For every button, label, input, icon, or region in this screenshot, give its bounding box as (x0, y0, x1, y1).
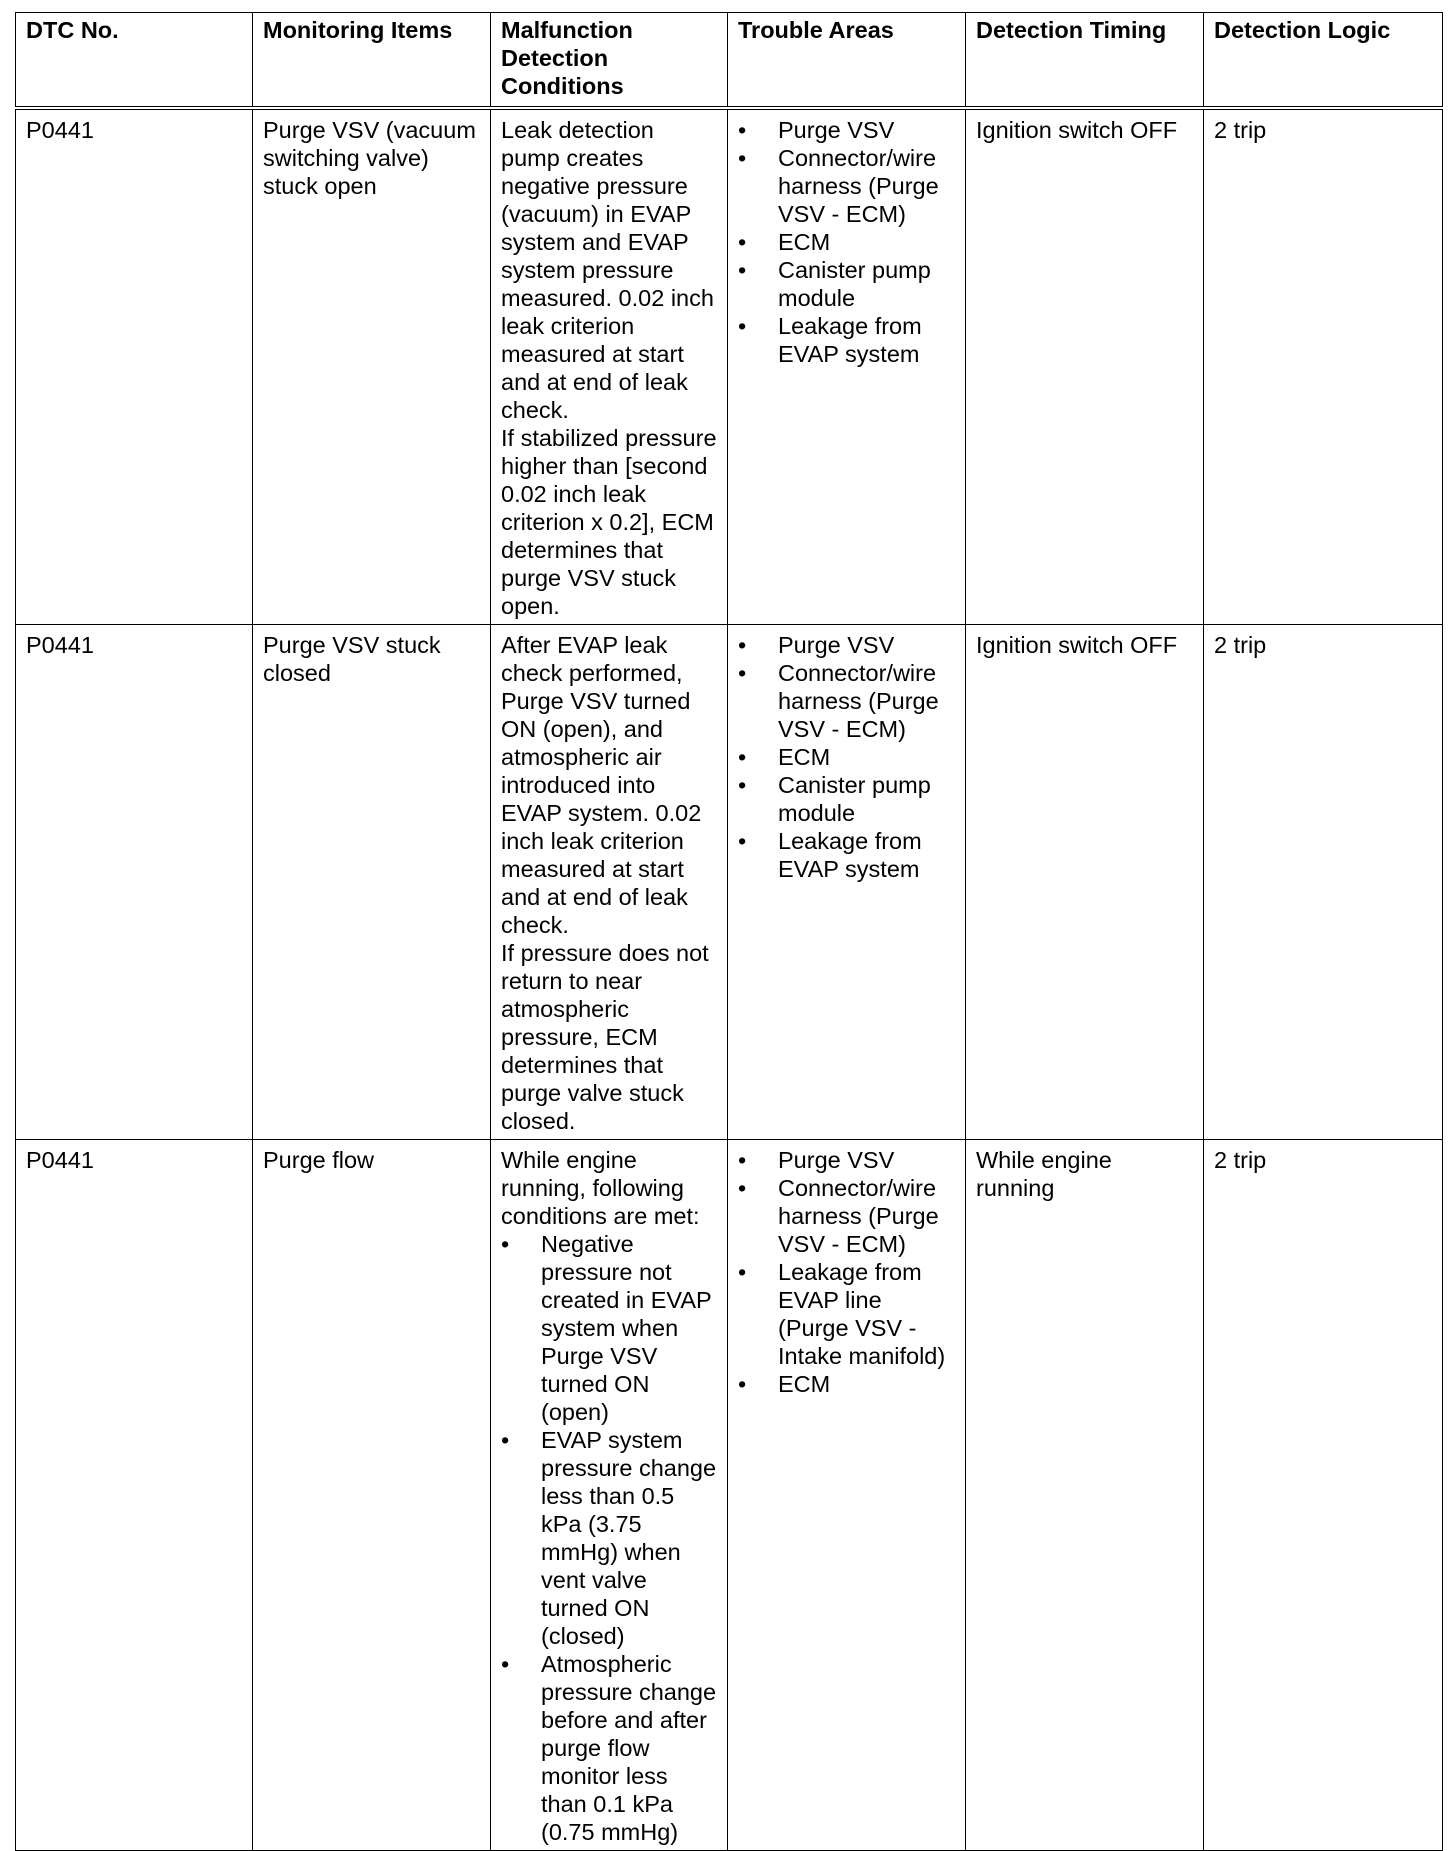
bullet-icon: • (501, 1427, 510, 1453)
dtc-number: P0441 (26, 1147, 94, 1173)
trouble-area-text: Leakage from EVAP system (778, 313, 922, 367)
header-monitoring-items: Monitoring Items (253, 13, 491, 109)
trouble-area-text: Connector/wire harness (Purge VSV - ECM) (778, 660, 939, 742)
trouble-area-item (738, 1258, 957, 1370)
trouble-area-item (738, 256, 957, 312)
bullet-icon: • (738, 1259, 747, 1285)
bullet-icon: • (738, 313, 747, 339)
bullet-icon: • (738, 772, 747, 798)
detection-logic: 2 trip (1214, 632, 1267, 658)
bullet-icon: • (738, 660, 747, 686)
trouble-area-item (738, 1370, 957, 1398)
trouble-area-text: Connector/wire harness (Purge VSV - ECM) (778, 1175, 939, 1257)
detection-timing-cell (966, 108, 1204, 625)
bullet-icon: • (738, 229, 747, 255)
trouble-area-item (738, 659, 957, 743)
trouble-areas-list (738, 116, 957, 368)
bullet-icon: • (738, 828, 747, 854)
dtc-number: P0441 (26, 632, 94, 658)
condition-bullet-item (501, 1230, 719, 1426)
header-detection-logic: Detection Logic (1204, 13, 1443, 109)
trouble-areas-cell (728, 1140, 966, 1851)
detection-logic-cell (1204, 625, 1443, 1140)
condition-paragraph: While engine running, following conditions are met: (501, 1147, 700, 1229)
dtc-number-cell (16, 1140, 253, 1851)
detection-conditions-cell (491, 108, 728, 625)
trouble-area-text: ECM (778, 744, 831, 770)
monitoring-item: Purge VSV (vacuum switching valve) stuck open (263, 117, 476, 199)
trouble-area-item (738, 228, 957, 256)
trouble-area-text: Leakage from EVAP line (Purge VSV - Intake manifold) (778, 1259, 946, 1369)
trouble-area-item (738, 116, 957, 144)
table-row (16, 1140, 1443, 1851)
bullet-icon: • (501, 1231, 510, 1257)
condition-paragraph: If pressure does not return to near atmospheric pressure, ECM determines that purge valve stuck closed. (501, 940, 709, 1134)
bullet-icon: • (738, 744, 747, 770)
condition-bullet-item (501, 1650, 719, 1846)
trouble-area-text: Canister pump module (778, 257, 931, 311)
condition-paragraph: Leak detection pump creates negative pressure (vacuum) in EVAP system and EVAP system pressure measured. 0.02 inch leak criterion measured at start and at end of leak check. (501, 117, 714, 423)
detection-conditions-cell (491, 1140, 728, 1851)
trouble-area-text: Leakage from EVAP system (778, 828, 922, 882)
trouble-areas-list (738, 631, 957, 883)
trouble-area-item (738, 144, 957, 228)
bullet-icon: • (738, 145, 747, 171)
monitoring-item-cell (253, 108, 491, 625)
bullet-icon: • (501, 1651, 510, 1677)
detection-logic: 2 trip (1214, 1147, 1267, 1173)
detection-timing-cell (966, 1140, 1204, 1851)
bullet-icon: • (738, 632, 747, 658)
trouble-area-item (738, 1146, 957, 1174)
trouble-area-item (738, 771, 957, 827)
table-row (16, 625, 1443, 1140)
trouble-areas-list (738, 1146, 957, 1398)
detection-logic-cell (1204, 108, 1443, 625)
trouble-area-item (738, 312, 957, 368)
bullet-icon: • (738, 1175, 747, 1201)
bullet-icon: • (738, 1371, 747, 1397)
monitoring-item-cell (253, 1140, 491, 1851)
detection-conditions-cell (491, 625, 728, 1140)
condition-bullet-text: Atmospheric pressure change before and after purge flow monitor less than 0.1 kPa (0.75 mmHg) (541, 1651, 717, 1845)
detection-logic: 2 trip (1214, 117, 1267, 143)
condition-paragraph: After EVAP leak check performed, Purge VSV turned ON (open), and atmospheric air introduced into EVAP system. 0.02 inch leak criterion measured at start and at end of leak check. (501, 632, 702, 938)
header-detection-timing: Detection Timing (966, 13, 1204, 109)
detection-timing: Ignition switch OFF (976, 117, 1178, 143)
trouble-area-item (738, 743, 957, 771)
trouble-area-text: Canister pump module (778, 772, 931, 826)
detection-logic-cell (1204, 1140, 1443, 1851)
bullet-icon: • (738, 117, 747, 143)
trouble-area-text: Connector/wire harness (Purge VSV - ECM) (778, 145, 939, 227)
condition-bullet-text: Negative pressure not created in EVAP system when Purge VSV turned ON (open) (541, 1231, 712, 1425)
condition-paragraph: If stabilized pressure higher than [second 0.02 inch leak criterion x 0.2], ECM determines that purge VSV stuck open. (501, 425, 717, 619)
detection-timing: Ignition switch OFF (976, 632, 1178, 658)
header-dtc-no: DTC No. (16, 13, 253, 109)
condition-bullet-item (501, 1426, 719, 1650)
dtc-table (15, 12, 1443, 1851)
monitoring-item-cell (253, 625, 491, 1140)
header-trouble-areas: Trouble Areas (728, 13, 966, 109)
trouble-area-text: Purge VSV (778, 632, 895, 658)
trouble-area-text: ECM (778, 229, 831, 255)
dtc-number-cell (16, 625, 253, 1140)
table-body (16, 108, 1443, 1851)
trouble-area-text: Purge VSV (778, 117, 895, 143)
monitoring-item: Purge VSV stuck closed (263, 632, 441, 686)
trouble-area-item (738, 631, 957, 659)
header-malfunction-detection-conditions: Malfunction Detection Conditions (491, 13, 728, 109)
trouble-areas-cell (728, 625, 966, 1140)
trouble-area-text: ECM (778, 1371, 831, 1397)
trouble-area-item (738, 1174, 957, 1258)
trouble-area-text: Purge VSV (778, 1147, 895, 1173)
table-header-row (16, 13, 1443, 109)
detection-timing: While engine running (976, 1147, 1112, 1201)
table-row (16, 108, 1443, 625)
bullet-icon: • (738, 257, 747, 283)
detection-timing-cell (966, 625, 1204, 1140)
trouble-area-item (738, 827, 957, 883)
dtc-number: P0441 (26, 117, 94, 143)
trouble-areas-cell (728, 108, 966, 625)
monitoring-item: Purge flow (263, 1147, 375, 1173)
bullet-icon: • (738, 1147, 747, 1173)
condition-bullet-text: EVAP system pressure change less than 0.5 kPa (3.75 mmHg) when vent valve turned ON (closed) (541, 1427, 717, 1649)
dtc-number-cell (16, 108, 253, 625)
condition-bullet-list (501, 1230, 719, 1846)
